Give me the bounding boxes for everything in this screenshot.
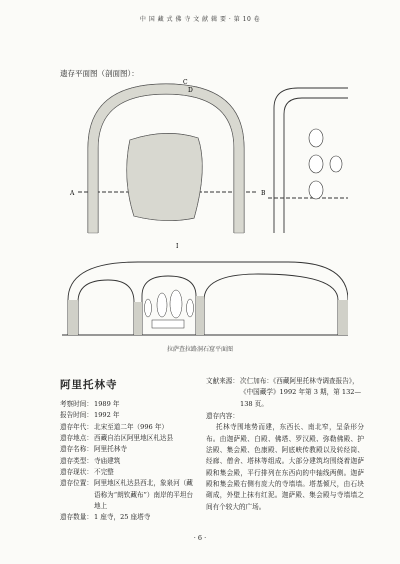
altar — [152, 320, 184, 328]
field-value: 西藏自治区阿里地区札达县 — [94, 434, 174, 443]
buddha-figure — [187, 299, 194, 317]
running-header: 中 国 藏 式 佛 寺 文 献 辑 要 · 第 10 卷 — [139, 16, 261, 23]
entry-details — [60, 376, 195, 524]
buddha-figure — [309, 129, 323, 147]
field-key: 遗存位置： — [60, 479, 93, 488]
plan-section-label: 遗存平面图（剖面图）： — [60, 69, 139, 78]
field-row — [60, 410, 195, 421]
field-row — [60, 467, 195, 478]
page-number: · 6 · — [193, 534, 207, 542]
field-value: 1 座寺，25 座塔寺 — [94, 513, 151, 522]
section-left-niche — [78, 280, 134, 335]
marker-c: C — [183, 79, 188, 86]
buddha-figure — [170, 290, 182, 318]
section-right-niche — [204, 274, 338, 335]
field-key: 报告时间： — [60, 411, 93, 420]
entry-title: 阿里托林寺 — [60, 379, 118, 391]
buddha-figure — [309, 155, 323, 173]
field-value: 寺庙建筑 — [94, 456, 121, 465]
field-key: 遗存类型： — [60, 456, 93, 465]
cave-plan-figure — [58, 78, 348, 238]
field-key: 遗存名称： — [60, 445, 93, 454]
field-key: 遗存数量： — [60, 513, 93, 522]
section-outer-arch — [68, 262, 348, 335]
field-value: 北宋至道二年（996 年） — [94, 422, 169, 431]
field-value: 阿里托林寺 — [94, 445, 127, 454]
field-value: 阿里地区札达县西北，象泉河（藏语称为“朗钦藏布”）南岸的平坦台地上 — [94, 479, 194, 510]
figure-caption: 拉萨查拉路洞石窟平面图 — [166, 346, 233, 353]
field-row — [60, 478, 195, 512]
reference-value: 次仁加布：《西藏阿里托林寺调查报告》，《中国藏学》1992 年第 3 期，第 132—138 页。 — [240, 377, 362, 408]
content-label: 遗存内容： — [206, 411, 239, 420]
field-value: 1989 年 — [94, 400, 120, 409]
field-key: 遗存现状： — [60, 468, 93, 477]
field-row — [60, 422, 195, 433]
buddha-figure — [145, 299, 152, 317]
field-key: 遗存地点： — [60, 434, 93, 443]
reference-row — [206, 376, 364, 410]
field-value: 不完整 — [94, 468, 114, 477]
cave-section-figure — [58, 240, 348, 350]
marker-d: D — [188, 87, 193, 94]
buddha-figure — [309, 181, 323, 199]
buddha-figure — [157, 293, 167, 317]
buddha-figure — [330, 156, 342, 172]
reference-key: 文献来源： — [206, 377, 239, 385]
marker-b: B — [261, 190, 266, 197]
marker-i: I — [176, 243, 179, 250]
field-row — [60, 433, 195, 444]
content-text: 托林寺围地势而建，东西长、南北窄，呈条形分布。由迦萨殿、白殿、佛塔、罗汉殿、弥勒佛殿、护法殿、集会殿、色康殿、阿底峡传教殿以及转经筒、经廊、僧舍、塔林等组成。大部分建筑均围绕着迦萨殿和集会殿，平行排列在东西向的中轴线两侧。迦萨殿和集会殿右侧有庞大的寺墙墙。塔基倾尺，由石块砌成，外壁上抹有红泥。迦萨殿、集会殿与寺墙墙之间有个较大的广场。 — [206, 423, 364, 511]
field-key: 考察时间： — [60, 400, 93, 409]
field-row — [60, 444, 195, 455]
field-value: 1992 年 — [94, 411, 120, 420]
entry-content — [206, 376, 364, 513]
field-row — [60, 456, 195, 467]
field-row — [60, 512, 195, 523]
field-key: 遗存年代： — [60, 422, 93, 431]
marker-a: A — [70, 190, 75, 197]
field-row — [60, 399, 195, 410]
